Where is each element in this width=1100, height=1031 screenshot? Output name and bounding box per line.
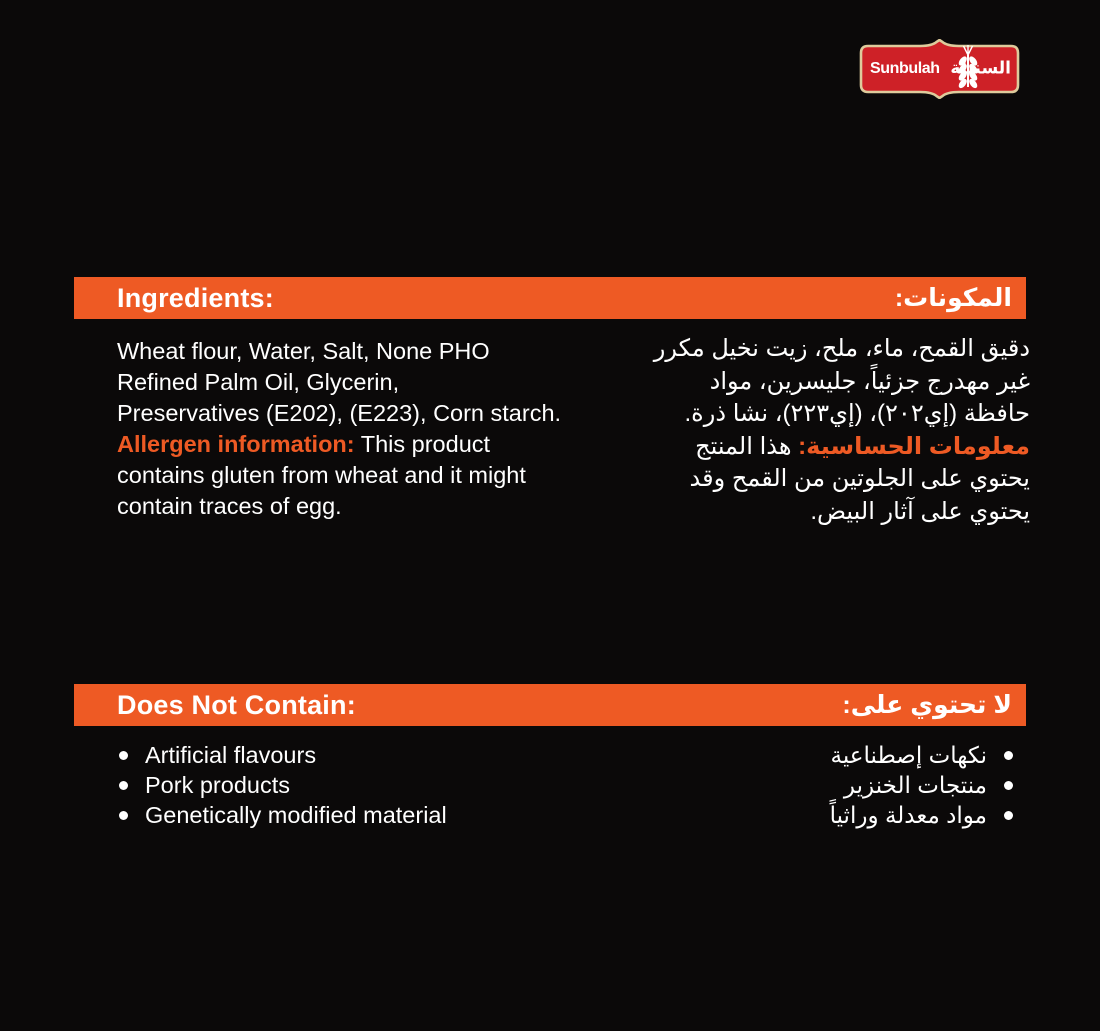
ingredients-en-line6: contain traces of egg. (117, 493, 342, 519)
ingredients-ar-line5: يحتوي على الجلوتين من القمح وقد (689, 465, 1030, 492)
ingredients-en-line3: Preservatives (E202), (E223), Corn starch. (117, 400, 562, 426)
ingredients-text-en (117, 336, 561, 522)
bullet-icon (1004, 781, 1013, 790)
brand-logo (857, 39, 1022, 99)
ingredients-ar-line3: حافظة (إي٢٠٢)، (إي٢٢٣)، نشا ذرة. (684, 400, 1030, 427)
does-not-contain-heading-ar: لا تحتوي على: (842, 691, 1012, 719)
allergen-text-ar: هذا المنتج (695, 432, 799, 460)
ingredients-heading-en: Ingredients: (117, 282, 274, 313)
list-item (119, 770, 447, 800)
ingredients-ar-line6: يحتوي على آثار البيض. (810, 497, 1030, 525)
list-item (119, 800, 447, 830)
ingredients-en-line4 (117, 429, 561, 460)
brand-name-en: Sunbulah (870, 60, 940, 77)
does-not-contain-list-ar (830, 740, 1013, 830)
bullet-icon (119, 781, 128, 790)
ingredients-ar-line2: غير مهدرج جزئياً، جليسرين، مواد (709, 367, 1030, 395)
brand-name-ar: السنبلة (950, 58, 1011, 78)
list-item (119, 740, 447, 770)
bullet-icon (1004, 751, 1013, 760)
bullet-icon (119, 811, 128, 820)
list-item (830, 770, 1013, 800)
allergen-label-en: Allergen information: (117, 431, 355, 457)
ingredients-en-line5: contains gluten from wheat and it might (117, 462, 526, 488)
list-item-label: منتجات الخنزير (843, 771, 987, 798)
ingredients-ar-line4 (570, 431, 1030, 464)
bullet-icon (119, 751, 128, 760)
ingredients-banner (74, 277, 1026, 319)
list-item-label: Pork products (145, 771, 290, 798)
bullet-icon (1004, 811, 1013, 820)
list-item (830, 740, 1013, 770)
list-item-label: Genetically modified material (145, 801, 447, 828)
list-item-label: نكهات إصطناعية (830, 741, 987, 768)
does-not-contain-banner (74, 684, 1026, 726)
ingredients-en-line1: Wheat flour, Water, Salt, None PHO (117, 338, 490, 364)
list-item (830, 800, 1013, 830)
list-item-label: Artificial flavours (145, 741, 317, 768)
allergen-text-en: This product (354, 431, 491, 457)
does-not-contain-heading-en: Does Not Contain: (117, 689, 356, 720)
allergen-label-ar: معلومات الحساسية: (798, 432, 1030, 460)
does-not-contain-list-en (119, 740, 447, 830)
ingredients-heading-ar: المكونات: (894, 284, 1012, 312)
list-item-label: مواد معدلة وراثياً (829, 801, 987, 828)
ingredients-ar-line1: دقيق القمح، ماء، ملح، زيت نخيل مكرر (653, 335, 1030, 362)
ingredients-text-ar (570, 333, 1030, 528)
ingredients-en-line2: Refined Palm Oil, Glycerin, (117, 369, 400, 395)
